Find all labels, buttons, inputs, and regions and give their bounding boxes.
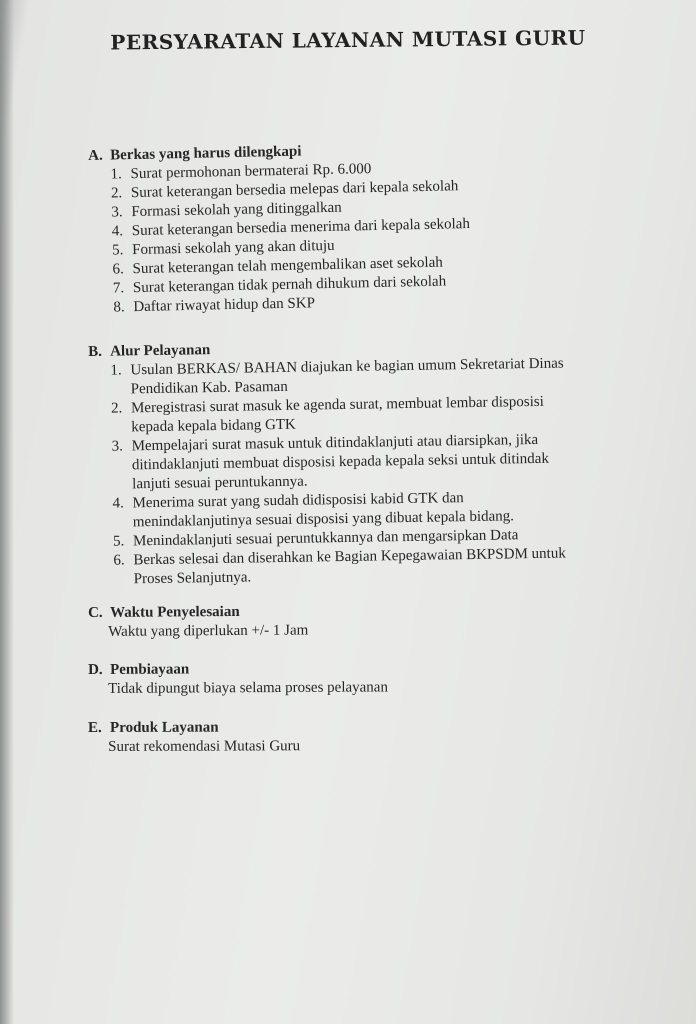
- item-line: ditindaklanjuti membuat disposisi kepada kepala seksi untuk ditindak: [131, 450, 550, 474]
- item-text: Surat permohonan bermaterai Rp. 6.000: [130, 161, 372, 183]
- item-number: 6.: [113, 552, 125, 569]
- item-text: Surat keterangan tidak pernah dihukum dari sekolah: [132, 273, 447, 297]
- item-line: Proses Selanjutnya.: [133, 569, 252, 588]
- section-heading-text: Berkas yang harus dilengkapi: [110, 143, 302, 164]
- item-number: 5.: [112, 242, 124, 259]
- page-title: PERSYARATAN LAYANAN MUTASI GURU: [110, 25, 586, 55]
- section-letter: D.: [88, 661, 103, 678]
- section-letter: E.: [88, 719, 102, 736]
- item-number: 4.: [111, 223, 124, 240]
- section-produk-layanan: [88, 717, 668, 757]
- item-line: Berkas selesai dan diserahkan ke Bagian Kepegawaian BKPSDM untuk: [133, 545, 566, 569]
- item-line: Menindaklanjuti sesuai peruntukkannya dan mengarsipkan Data: [132, 527, 519, 550]
- section-letter: C.: [88, 604, 103, 621]
- section-alur-pelayanan: [88, 334, 672, 590]
- procedure-list: [88, 353, 672, 590]
- item-text: Formasi sekolah yang ditinggalkan: [131, 199, 342, 221]
- item-number: 3.: [111, 438, 124, 455]
- section-heading-text: Alur Pelayanan: [110, 342, 211, 360]
- item-line: Pendidikan Kab. Pasaman: [130, 378, 288, 398]
- item-text: Surat keterangan telah mengembalikan aset sekolah: [132, 254, 443, 278]
- section-waktu-penyelesaian: [88, 600, 668, 642]
- item-number: 1.: [110, 362, 122, 379]
- item-number: 1.: [110, 166, 122, 183]
- list-item: [91, 543, 672, 590]
- section-heading-text: Pembiayaan: [110, 661, 190, 678]
- section-letter: A.: [88, 147, 103, 164]
- section-heading: [88, 717, 668, 738]
- item-line: Mempelajari surat masuk untuk ditindaklanjuti atau diarsipkan, jika: [131, 431, 539, 455]
- item-line: Meregistrasi surat masuk ke agenda surat, membuat lembar disposisi: [130, 393, 544, 417]
- item-line: menindaklanjutinya sesuai disposisi yang dibuat kepala bidang.: [132, 508, 515, 531]
- item-line: Usulan BERKAS/ BAHAN diajukan ke bagian umum Sekretariat Dinas: [130, 355, 564, 379]
- item-number: 5.: [112, 533, 125, 550]
- item-line: lanjuti sesuai peruntukannya.: [132, 473, 308, 493]
- section-text: Surat rekomendasi Mutasi Guru: [108, 738, 301, 755]
- item-number: 2.: [110, 400, 123, 417]
- section-heading-text: Waktu Penyelesaian: [110, 603, 240, 621]
- section-text: Tidak dipungut biaya selama proses pelayanan: [108, 679, 388, 697]
- item-number: 4.: [112, 495, 124, 512]
- item-text: Daftar riwayat hidup dan SKP: [133, 295, 316, 316]
- item-number: 2.: [110, 185, 123, 202]
- section-text: Waktu yang diperlukan +/- 1 Jam: [108, 622, 309, 640]
- list-item: [89, 429, 670, 495]
- requirement-list: [88, 154, 671, 318]
- item-number: 6.: [112, 261, 124, 278]
- item-line: Menerima surat yang sudah didisposisi kabid GTK dan: [132, 490, 464, 512]
- section-heading-text: Produk Layanan: [110, 719, 219, 736]
- item-number: 3.: [111, 204, 123, 221]
- section-letter: B.: [88, 343, 103, 360]
- item-number: 7.: [112, 280, 125, 297]
- section-berkas: [88, 135, 671, 318]
- item-text: Surat keterangan bersedia melepas dari kepala sekolah: [130, 178, 459, 202]
- item-number: 8.: [113, 299, 125, 316]
- item-line: kepada kepala bidang GTK: [131, 416, 296, 436]
- item-text: Formasi sekolah yang akan dituju: [132, 237, 335, 259]
- section-pembiayaan: [88, 658, 668, 699]
- item-text: Surat keterangan bersedia menerima dari kepala sekolah: [131, 216, 471, 240]
